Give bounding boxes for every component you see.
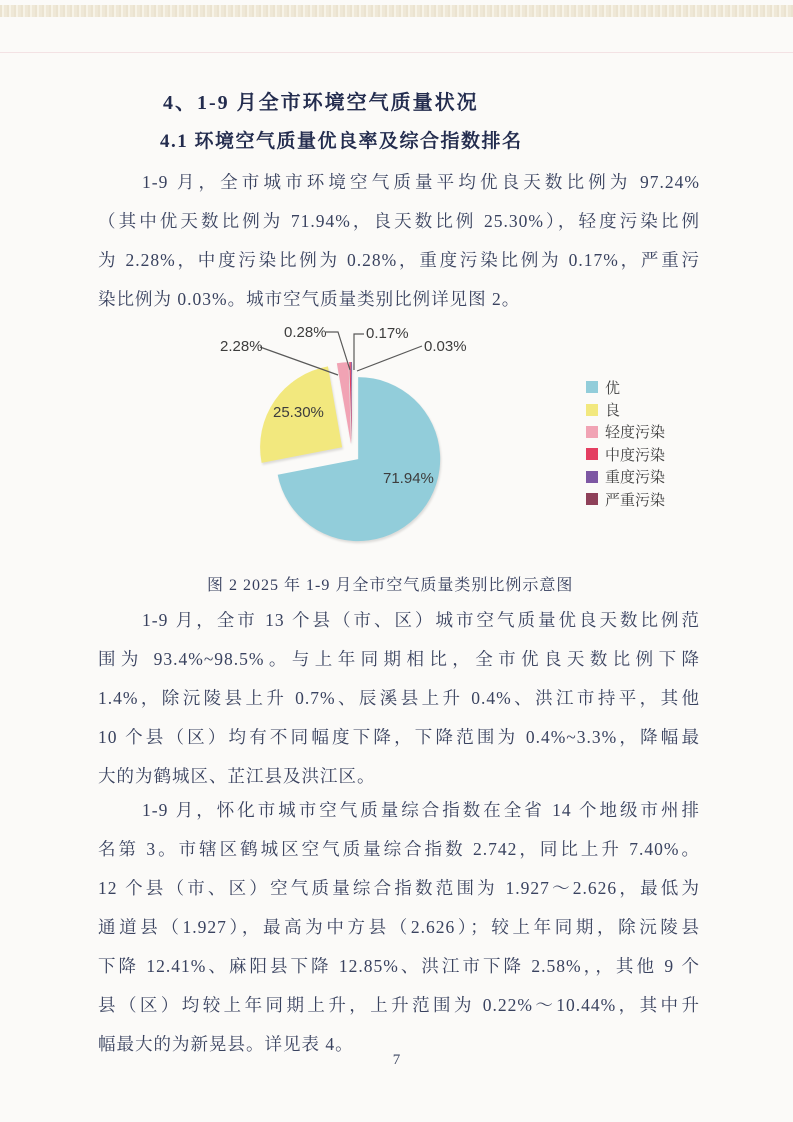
body-line: 名第 3。市辖区鹤城区空气质量综合指数 2.742，同比上升 7.40%。 [98, 839, 700, 859]
legend-item [586, 398, 665, 420]
body-line: 围为 93.4%~98.5%。与上年同期相比，全市优良天数比例下降 [98, 649, 700, 669]
pie-data-label-excellent: 71.94% [383, 470, 434, 487]
body-line: 1-9 月，全市城市环境空气质量平均优良天数比例为 97.24% [142, 172, 700, 192]
figure-2-chart [180, 318, 700, 568]
pie-callout-label-moderate-pollution: 0.28% [284, 324, 327, 341]
legend-label: 良 [605, 402, 621, 420]
leader-line-severe-pollution [357, 346, 422, 371]
scan-artifact-line [0, 52, 793, 53]
leader-line-light-pollution [260, 347, 338, 375]
legend-item [586, 443, 665, 465]
pie-data-label-good: 25.30% [273, 404, 324, 421]
pie-callout-label-heavy-pollution: 0.17% [366, 325, 409, 342]
legend-swatch-icon [586, 426, 598, 438]
section-heading: 4、1-9 月全市环境空气质量状况 [163, 92, 479, 114]
legend-swatch-icon [586, 404, 598, 416]
legend-item [586, 466, 665, 488]
body-line: 12 个县（市、区）空气质量综合指数范围为 1.927～2.626，最低为 [98, 878, 700, 898]
paragraph-1 [98, 163, 700, 319]
body-line: 染比例为 0.03%。城市空气质量类别比例详见图 2。 [98, 289, 521, 309]
body-line: 1.4%，除沅陵县上升 0.7%、辰溪县上升 0.4%、洪江市持平，其他 [98, 688, 700, 708]
legend-label: 重度污染 [605, 469, 666, 487]
legend-swatch-icon [586, 493, 598, 505]
pie-callout-label-light-pollution: 2.28% [220, 338, 263, 355]
body-line: 幅最大的为新晃县。详见表 4。 [98, 1034, 354, 1054]
figure-caption: 图 2 2025 年 1-9 月全市空气质量类别比例示意图 [207, 577, 574, 594]
scan-edge-pattern [0, 5, 793, 17]
body-line: 通道县（1.927），最高为中方县（2.626）；较上年同期，除沅陵县 [98, 917, 700, 937]
subsection-heading: 4.1 环境空气质量优良率及综合指数排名 [160, 131, 523, 152]
chart-legend [586, 376, 665, 510]
body-line: （其中优天数比例为 71.94%，良天数比例 25.30%），轻度污染比例 [98, 211, 700, 231]
body-line: 县（区）均较上年同期上升，上升范围为 0.22%～10.44%，其中升 [98, 995, 700, 1015]
page-number: 7 [392, 1052, 401, 1068]
legend-item [586, 421, 665, 443]
legend-label: 中度污染 [605, 446, 666, 464]
legend-item [586, 488, 665, 510]
legend-label: 严重污染 [605, 491, 666, 509]
paragraph-3 [98, 791, 700, 1064]
body-line: 为 2.28%，中度污染比例为 0.28%，重度污染比例为 0.17%，严重污 [98, 250, 700, 270]
paragraph-2 [98, 601, 700, 796]
body-line: 下降 12.41%、麻阳县下降 12.85%、洪江市下降 2.58%，，其他 9 个 [98, 956, 700, 976]
body-line: 1-9 月，全市 13 个县（市、区）城市空气质量优良天数比例范 [142, 610, 700, 630]
legend-label: 轻度污染 [605, 424, 666, 442]
legend-swatch-icon [586, 448, 598, 460]
legend-label: 优 [605, 379, 621, 397]
leader-line-heavy-pollution [354, 334, 364, 370]
body-line: 10 个县（区）均有不同幅度下降，下降范围为 0.4%~3.3%，降幅最 [98, 727, 700, 747]
legend-item [586, 376, 665, 398]
body-line: 1-9 月，怀化市城市空气质量综合指数在全省 14 个地级市州排 [142, 800, 700, 820]
body-line: 大的为鹤城区、芷江县及洪江区。 [98, 766, 376, 786]
legend-swatch-icon [586, 381, 598, 393]
legend-swatch-icon [586, 471, 598, 483]
pie-callout-label-severe-pollution: 0.03% [424, 338, 467, 355]
